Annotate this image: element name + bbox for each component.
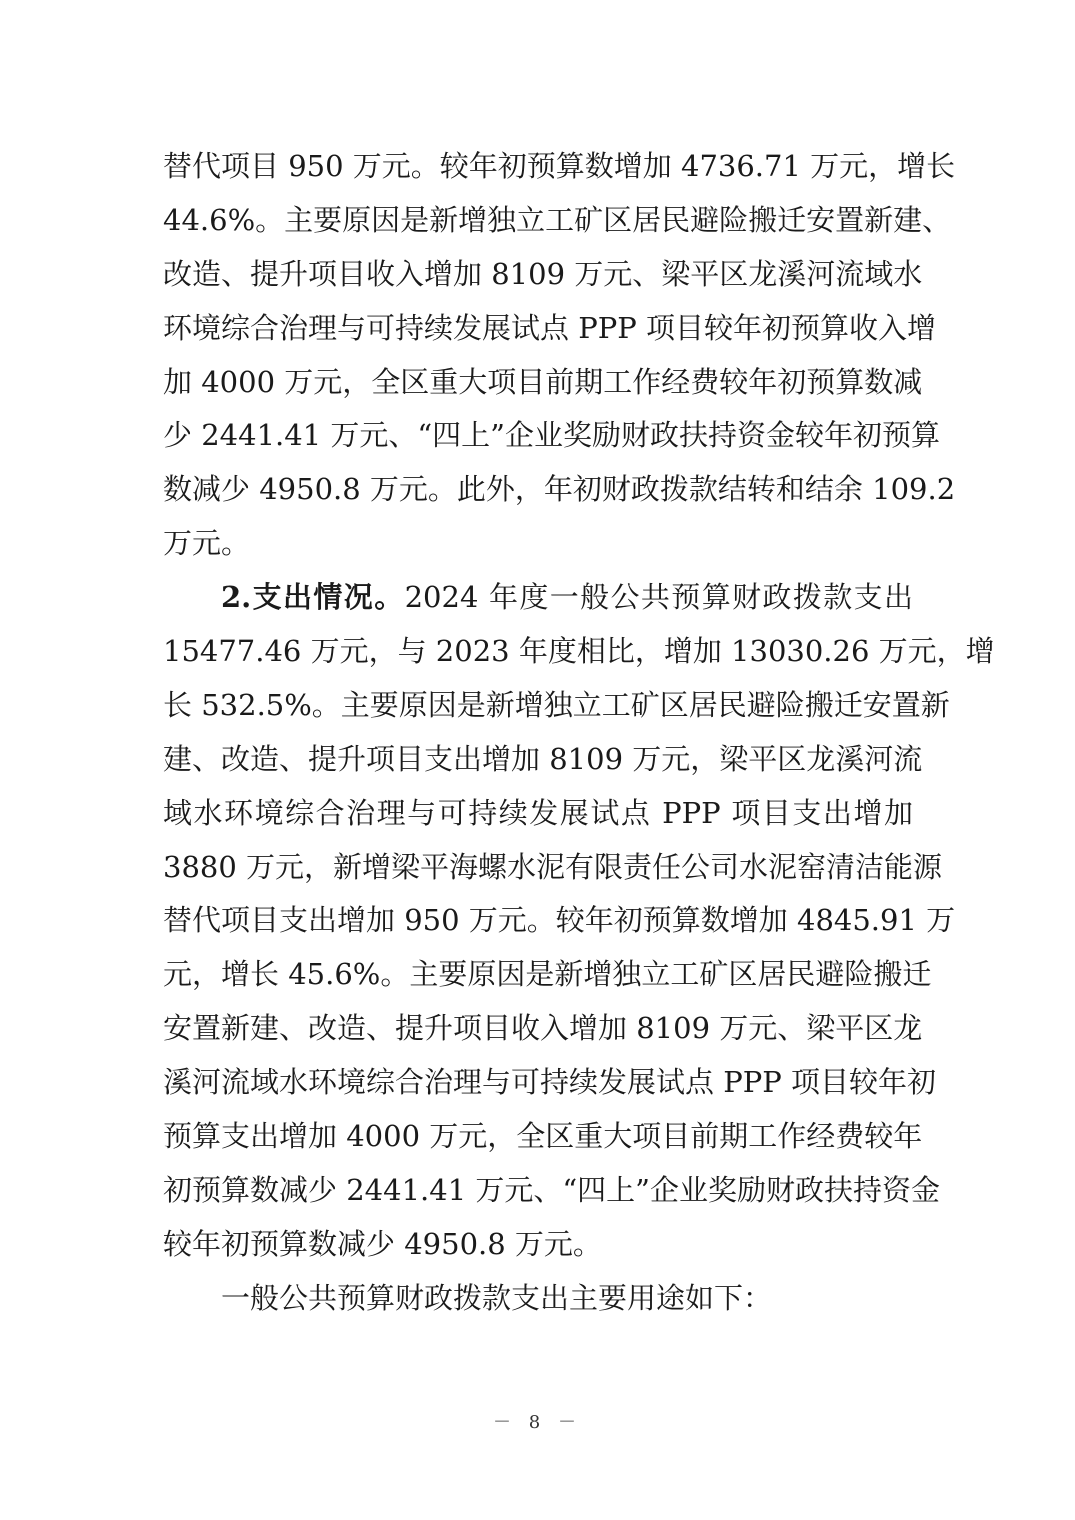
text-line: 15477.46 万元，与 2023 年度相比，增加 13030.26 万元，增 [163, 634, 995, 669]
text-line: 长 532.5%。主要原因是新增独立工矿区居民避险搬迁安置新 [163, 687, 950, 722]
text-fragment: 2024 年度一般公共预算财政拨款支出 [404, 580, 913, 615]
paragraph-income-continued [163, 140, 956, 571]
document-body [163, 140, 995, 1326]
text-line: 替代项目支出增加 950 万元。较年初预算数增加 4845.91 万 [163, 903, 956, 938]
text-line: 3880 万元，新增梁平海螺水泥有限责任公司水泥窑清洁能源 [163, 849, 943, 884]
text-line: 溪河流域水环境综合治理与可持续发展试点 PPP 项目较年初 [163, 1065, 936, 1100]
paragraph-usage-intro [163, 1272, 913, 1326]
text-line: 预算支出增加 4000 万元，全区重大项目前期工作经费较年 [163, 1119, 923, 1154]
text-line: 较年初预算数减少 4950.8 万元。 [163, 1226, 602, 1261]
text-line: 加 4000 万元，全区重大项目前期工作经费较年初预算数减 [163, 364, 923, 399]
text-line: 44.6%。主要原因是新增独立工矿区居民避险搬迁安置新建、 [163, 202, 952, 237]
text-line: 建、改造、提升项目支出增加 8109 万元，梁平区龙溪河流 [163, 741, 923, 776]
text-line: 一般公共预算财政拨款支出主要用途如下： [221, 1280, 773, 1315]
paragraph-expenditure [163, 571, 995, 1272]
text-line: 元，增长 45.6%。主要原因是新增独立工矿区居民避险搬迁 [163, 957, 932, 992]
text-line: 改造、提升项目收入增加 8109 万元、梁平区龙溪河流域水 [163, 256, 923, 291]
text-line: 域水环境综合治理与可持续发展试点 PPP 项目支出增加 [163, 795, 913, 830]
text-line: 环境综合治理与可持续发展试点 PPP 项目较年初预算收入增 [163, 310, 936, 345]
text-line: 数减少 4950.8 万元。此外，年初财政拨款结转和结余 109.2 [163, 472, 956, 507]
text-line: 少 2441.41 万元、“四上”企业奖励财政扶持资金较年初预算 [163, 418, 941, 453]
section-heading: 2.支出情况。 [221, 580, 405, 615]
text-line: 万元。 [163, 526, 251, 561]
text-line: 初预算数减少 2441.41 万元、“四上”企业奖励财政扶持资金 [163, 1172, 941, 1207]
page-number: － 8 － [493, 1412, 582, 1433]
text-line-with-heading [163, 571, 913, 625]
text-line: 安置新建、改造、提升项目收入增加 8109 万元、梁平区龙 [163, 1011, 923, 1046]
text-line: 替代项目 950 万元。较年初预算数增加 4736.71 万元，增长 [163, 149, 956, 183]
